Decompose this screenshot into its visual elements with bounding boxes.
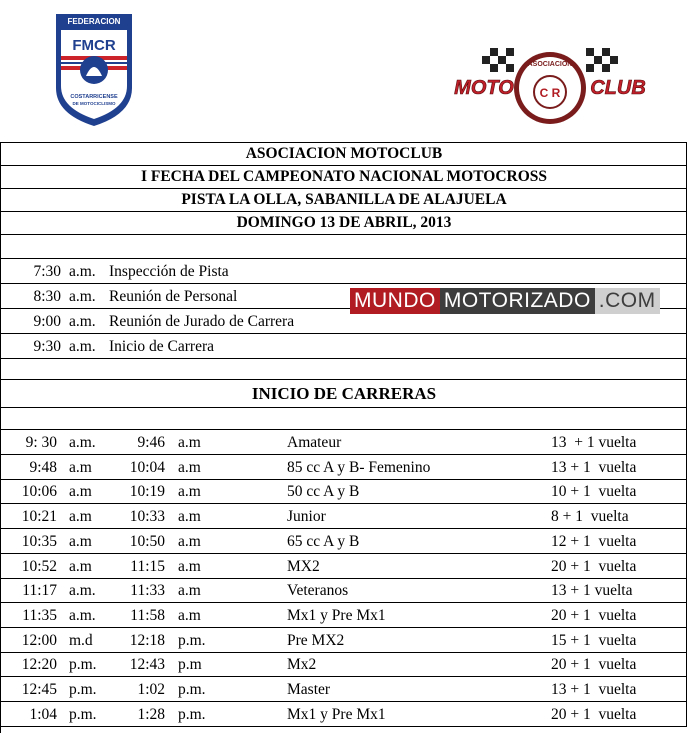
race-end-time: 1:02 xyxy=(137,681,165,698)
svg-text:FMCR: FMCR xyxy=(72,37,116,54)
header-line-4: DOMINGO 13 DE ABRIL, 2013 xyxy=(1,212,687,235)
race-row xyxy=(1,628,687,653)
race-start-time: 10:06 xyxy=(21,483,57,501)
header-line-1: ASOCIACION MOTOCLUB xyxy=(1,143,687,166)
agenda-row xyxy=(1,334,687,359)
race-end-ampm: a.m xyxy=(178,532,201,550)
race-start-ampm: p.m. xyxy=(69,705,97,723)
watermark-part-2: MOTORIZADO xyxy=(440,288,595,314)
race-end-ampm: a.m xyxy=(178,508,201,526)
agenda-time: 9:00 xyxy=(33,313,61,330)
race-laps: 12 + 1 vuelta xyxy=(551,532,637,550)
race-end-ampm: p.m. xyxy=(178,681,206,698)
svg-text:CLUB: CLUB xyxy=(590,77,646,99)
race-category: Mx1 y Pre Mx1 xyxy=(287,606,386,624)
race-end-time: 11:15 xyxy=(130,557,165,575)
race-laps: 13 + 1 vuelta xyxy=(551,582,633,600)
svg-text:COSTARRICENSE: COSTARRICENSE xyxy=(70,94,118,100)
race-end-ampm: a.m xyxy=(178,582,201,600)
race-start-time: 1:04 xyxy=(29,705,57,723)
race-category: Amateur xyxy=(287,434,342,451)
race-start-ampm: m.d xyxy=(69,631,93,649)
race-row xyxy=(1,504,687,529)
race-laps: 20 + 1 vuelta xyxy=(551,705,637,723)
race-start-time: 12:45 xyxy=(21,681,57,698)
race-category: 85 cc A y B- Femenino xyxy=(287,458,431,476)
race-start-time: 11:17 xyxy=(22,582,57,600)
race-row xyxy=(1,652,687,677)
agenda-time: 8:30 xyxy=(33,288,61,305)
race-row xyxy=(1,430,687,455)
race-row xyxy=(1,677,687,702)
race-laps: 20 + 1 vuelta xyxy=(551,606,637,624)
race-row xyxy=(1,479,687,504)
race-end-ampm: p.m. xyxy=(178,631,206,649)
race-end-time: 10:04 xyxy=(129,458,165,476)
header-line-2: I FECHA DEL CAMPEONATO NACIONAL MOTOCROSS xyxy=(1,166,687,189)
race-end-time: 12:43 xyxy=(129,656,165,674)
race-start-time: 9: 30 xyxy=(25,434,57,451)
race-end-ampm: a.m xyxy=(178,458,201,476)
race-end-ampm: a.m xyxy=(178,434,201,451)
race-row xyxy=(1,455,687,480)
race-end-ampm: p.m xyxy=(178,656,202,674)
svg-text:C R: C R xyxy=(539,86,561,100)
race-start-ampm: a.m xyxy=(69,532,92,550)
race-start-ampm: a.m xyxy=(69,508,92,526)
race-end-time: 9:46 xyxy=(137,434,165,451)
race-row xyxy=(1,603,687,628)
race-laps: 20 + 1 vuelta xyxy=(551,656,637,674)
race-end-time: 11:33 xyxy=(130,582,165,600)
agenda-ampm: a.m. xyxy=(69,313,96,330)
race-laps: 20 + 1 vuelta xyxy=(551,557,637,575)
race-row xyxy=(1,578,687,603)
race-start-ampm: p.m. xyxy=(69,681,97,698)
motoclub-logo xyxy=(450,42,650,134)
race-start-time: 9:48 xyxy=(29,458,57,476)
svg-text:MOTO: MOTO xyxy=(454,77,514,99)
empty-row xyxy=(1,408,687,430)
race-start-ampm: a.m. xyxy=(69,434,96,451)
agenda-activity: Inicio de Carrera xyxy=(109,338,214,355)
race-category: Pre MX2 xyxy=(287,631,345,649)
race-end-time: 12:18 xyxy=(129,631,165,649)
race-laps: 15 + 1 vuelta xyxy=(551,631,637,649)
race-category: Mx2 xyxy=(287,656,317,674)
race-end-time: 10:19 xyxy=(129,483,165,501)
race-start-ampm: p.m. xyxy=(69,656,97,674)
race-category: Master xyxy=(287,681,331,698)
race-category: 65 cc A y B xyxy=(287,532,360,550)
race-row xyxy=(1,554,687,579)
race-start-ampm: a.m xyxy=(69,458,92,476)
race-end-ampm: a.m xyxy=(178,557,201,575)
race-laps: 13 + 1 vuelta xyxy=(551,681,637,698)
race-start-time: 12:20 xyxy=(21,656,57,674)
race-start-time: 10:35 xyxy=(21,532,57,550)
race-end-time: 11:58 xyxy=(130,606,165,624)
race-end-ampm: p.m. xyxy=(178,705,206,723)
agenda-ampm: a.m. xyxy=(69,288,96,305)
race-end-time: 1:28 xyxy=(137,705,165,723)
header-line-3: PISTA LA OLLA, SABANILLA DE ALAJUELA xyxy=(1,189,687,212)
race-laps: 13 + 1 vuelta xyxy=(551,458,637,476)
watermark xyxy=(350,288,660,314)
race-row xyxy=(1,529,687,554)
races-title: INICIO DE CARRERAS xyxy=(1,380,687,408)
race-end-time: 10:50 xyxy=(129,532,165,550)
race-category: Veteranos xyxy=(287,582,349,600)
agenda-row xyxy=(1,259,687,284)
race-category: MX2 xyxy=(287,557,320,575)
agenda-activity: Inspección de Pista xyxy=(109,263,229,280)
race-start-ampm: a.m xyxy=(69,557,92,575)
race-category: Junior xyxy=(287,508,326,526)
empty-row xyxy=(1,358,687,380)
agenda-time: 9:30 xyxy=(33,338,61,355)
race-start-time: 10:52 xyxy=(21,557,57,575)
agenda-activity: Reunión de Personal xyxy=(109,288,238,305)
race-start-time: 12:00 xyxy=(21,631,57,649)
svg-text:DE MOTOCICLISMO: DE MOTOCICLISMO xyxy=(72,101,116,106)
empty-row xyxy=(1,235,687,259)
schedule-table xyxy=(0,142,687,733)
race-start-time: 10:21 xyxy=(21,508,57,526)
race-start-ampm: a.m. xyxy=(69,582,96,600)
svg-text:ASOCIACION: ASOCIACION xyxy=(527,61,573,68)
race-category: 50 cc A y B xyxy=(287,483,360,501)
svg-text:FEDERACION: FEDERACION xyxy=(67,17,121,26)
race-laps: 10 + 1 vuelta xyxy=(551,483,637,501)
race-end-ampm: a.m xyxy=(178,483,201,501)
agenda-activity: Reunión de Jurado de Carrera xyxy=(109,313,295,330)
watermark-part-1: MUNDO xyxy=(350,288,440,314)
watermark-part-3: .COM xyxy=(595,288,660,314)
fmcr-logo xyxy=(52,10,136,128)
agenda-ampm: a.m. xyxy=(69,338,96,355)
race-start-time: 11:35 xyxy=(22,606,57,624)
agenda-time: 7:30 xyxy=(33,263,61,280)
race-start-ampm: a.m. xyxy=(69,606,96,624)
race-laps: 8 + 1 vuelta xyxy=(551,508,629,526)
agenda-ampm: a.m. xyxy=(69,263,96,280)
race-end-ampm: a.m xyxy=(178,606,201,624)
race-end-time: 10:33 xyxy=(129,508,165,526)
race-start-ampm: a.m xyxy=(69,483,92,501)
race-row xyxy=(1,702,687,727)
race-laps: 13 + 1 vuelta xyxy=(551,434,637,451)
race-category: Mx1 y Pre Mx1 xyxy=(287,705,386,723)
